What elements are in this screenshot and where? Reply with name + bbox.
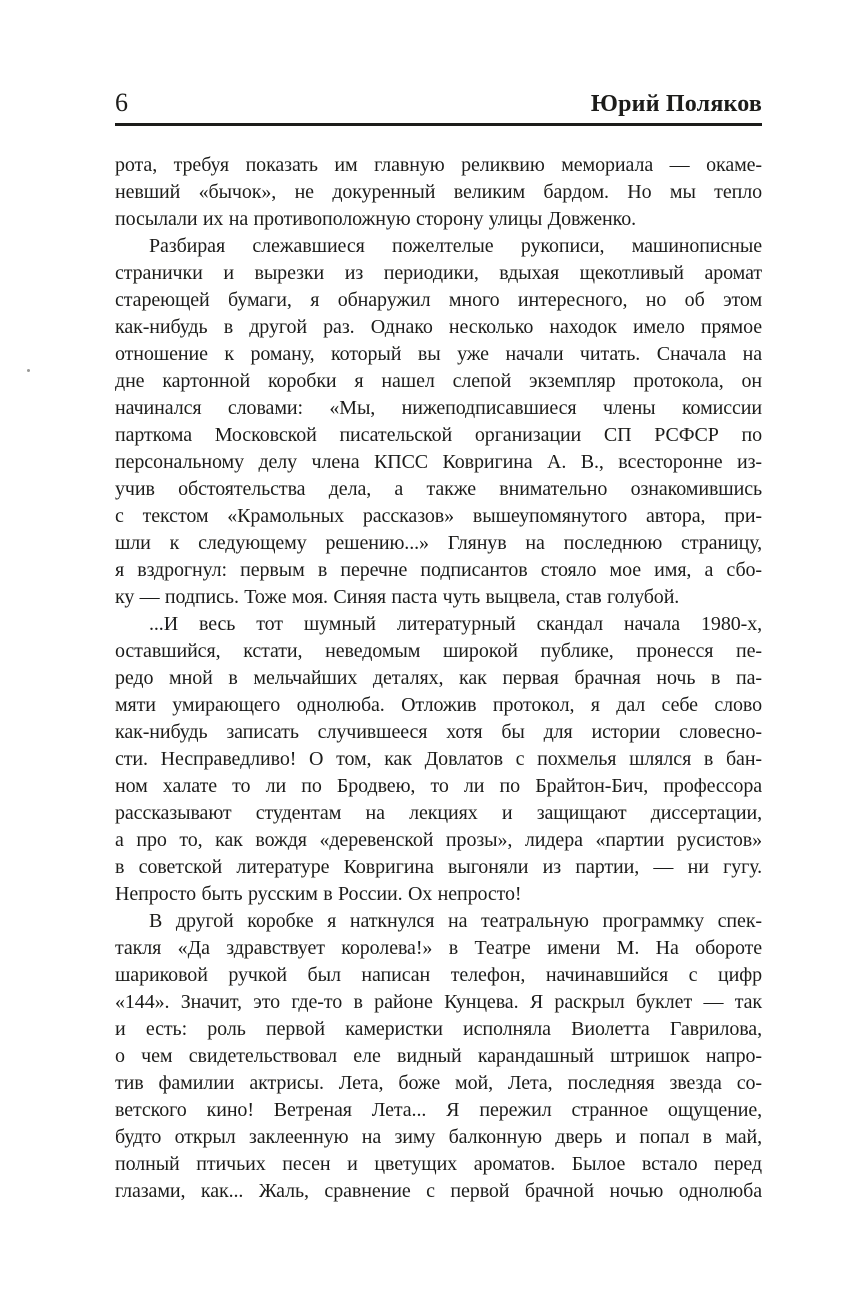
text-line: Разбирая слежавшиеся пожелтелые рукописи, машинописные	[149, 235, 762, 257]
text-line: тив фамилии актрисы. Лета, боже мой, Лета, последняя звезда со-	[115, 1072, 762, 1094]
text-line: рассказывают студентам на лекциях и защищают диссертации,	[115, 802, 762, 824]
text-line: шли к следующему решению...» Глянув на последнюю страницу,	[115, 532, 762, 554]
text-line: отношение к роману, который вы уже начали читать. Сначала на	[115, 343, 762, 365]
paragraph	[115, 233, 762, 611]
text-line: ...И весь тот шумный литературный скандал начала 1980-х,	[149, 613, 762, 635]
text-line: такля «Да здравствует королева!» в Театре имени М. На обороте	[115, 937, 762, 959]
text-line: шариковой ручкой был написан телефон, начинавшийся с цифр	[115, 964, 762, 986]
text-line: парткома Московской писательской организации СП РСФСР по	[115, 424, 762, 446]
text-line: в советской литературе Ковригина выгоняли из партии, — ни гугу.	[115, 856, 762, 878]
text-line: посылали их на противоположную сторону улицы Довженко.	[115, 208, 637, 230]
text-line: начинался словами: «Мы, нижеподписавшиеся члены комиссии	[115, 397, 762, 419]
running-head-author: Юрий Поляков	[590, 91, 762, 117]
text-line: дне картонной коробки я нашел слепой экземпляр протокола, он	[115, 370, 762, 392]
text-line: оставшийся, кстати, неведомым широкой публике, пронесся пе-	[115, 640, 762, 662]
text-line: полный птичьих песен и цветущих ароматов. Былое встало перед	[115, 1153, 762, 1175]
paragraph	[115, 611, 762, 908]
text-line: мяти умирающего однолюба. Отложив протокол, я дал себе слово	[115, 694, 762, 716]
scan-speck-artifact	[27, 369, 30, 372]
text-line: будто открыл заклеенную на зиму балконную дверь и попал в май,	[115, 1126, 762, 1148]
paragraph	[115, 152, 762, 233]
page-header	[115, 90, 762, 116]
text-line: о чем свидетельствовал еле видный карандашный штришок напро-	[115, 1045, 762, 1067]
page-number: 6	[115, 88, 128, 117]
text-line: как-нибудь записать случившееся хотя бы для истории словесно-	[115, 721, 762, 743]
text-line: редо мной в мельчайших деталях, как первая брачная ночь в па-	[115, 667, 762, 689]
header-rule	[115, 123, 762, 126]
text-line: учив обстоятельства дела, а также внимательно ознакомившись	[115, 478, 762, 500]
text-line: стареющей бумаги, я обнаружил много интересного, но об этом	[115, 289, 762, 311]
text-line: глазами, как... Жаль, сравнение с первой брачной ночью однолюба	[115, 1180, 762, 1202]
page-body	[115, 152, 762, 1205]
text-line: а про то, как вождя «деревенской прозы», лидера «партии русистов»	[115, 829, 762, 851]
text-line: «144». Значит, это где-то в районе Кунцева. Я раскрыл буклет — так	[115, 991, 762, 1013]
text-line: Непросто быть русским в России. Ох непросто!	[115, 883, 522, 905]
text-line: я вздрогнул: первым в перечне подписантов стояло мое имя, а сбо-	[115, 559, 762, 581]
text-line: невший «бычок», не докуренный великим бардом. Но мы тепло	[115, 181, 762, 203]
text-line: ку — подпись. Тоже моя. Синяя паста чуть выцвела, став голубой.	[115, 586, 680, 608]
text-line: сти. Несправедливо! О том, как Довлатов с похмелья шлялся в бан-	[115, 748, 762, 770]
text-line: ном халате то ли по Бродвею, то ли по Брайтон-Бич, профессора	[115, 775, 762, 797]
text-line: В другой коробке я наткнулся на театральную программку спек-	[149, 910, 762, 932]
text-line: странички и вырезки из периодики, вдыхая щекотливый аромат	[115, 262, 762, 284]
text-line: ветского кино! Ветреная Лета... Я пережил странное ощущение,	[115, 1099, 762, 1121]
text-line: и есть: роль первой камеристки исполняла Виолетта Гаврилова,	[115, 1018, 762, 1040]
text-line: с текстом «Крамольных рассказов» вышеупомянутого автора, при-	[115, 505, 762, 527]
text-line: персональному делу члена КПСС Ковригина А. В., всесторонне из-	[115, 451, 762, 473]
paragraph	[115, 908, 762, 1205]
text-line: как-нибудь в другой раз. Однако несколько находок имело прямое	[115, 316, 762, 338]
text-line: рота, требуя показать им главную реликвию мемориала — окаме-	[115, 154, 762, 176]
